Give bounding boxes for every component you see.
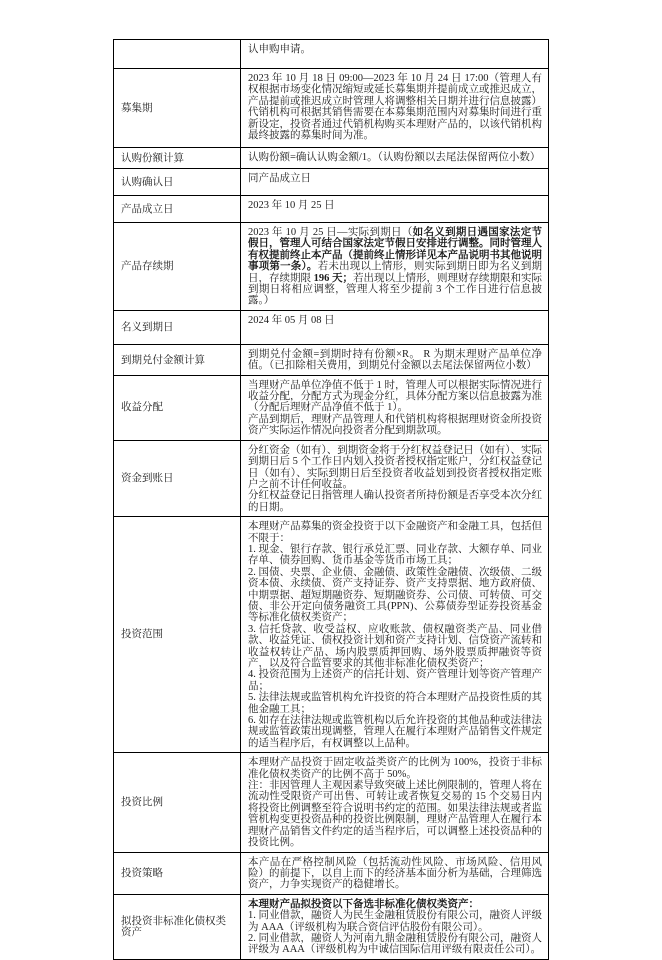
content-paragraph	[248, 757, 542, 780]
content-paragraph	[248, 544, 542, 567]
table-row	[114, 852, 548, 894]
row-label: 产品存续期	[114, 223, 241, 310]
table-row	[114, 516, 548, 752]
content-paragraph	[248, 933, 542, 956]
text-segment: 认购份额=确认认购金额/1。（认购份额以去尾法保留两位小数）	[248, 152, 541, 163]
table-row	[114, 375, 548, 440]
text-segment: 4. 投资范围为上述资产的信托计划、资产管理计划等资产管理产品；	[248, 669, 542, 692]
row-content	[241, 196, 548, 222]
row-label: 认购份额计算	[114, 148, 241, 168]
content-paragraph	[248, 857, 542, 891]
row-content	[241, 895, 548, 959]
content-paragraph	[248, 173, 542, 184]
content-paragraph	[248, 910, 542, 933]
text-segment: 当理财产品单位净值不低于 1 时，管理人可以根据实际情况进行收益分配，分配方式为现金分红，具体分配方案以信息披露为准（分配后理财产品净值不低于 1）。	[248, 379, 542, 414]
content-paragraph	[248, 899, 542, 910]
content-paragraph	[248, 445, 542, 491]
row-label: 名义到期日	[114, 311, 241, 344]
text-segment: 注：非因管理人主观因素导致突破上述比例限制的，管理人将在流动性受限资产可出售、可转让或者恢复交易的 15 个交易日内将投资比例调整至符合说明书约定的范围。如果法律法规或者监管机构变更投资品种的投资比例限制，理财产品管理人在履行本理财产品销售文件约定的适当程序后，可以调整上述投资品种的投资比例。	[248, 780, 542, 849]
row-content	[241, 148, 548, 168]
content-paragraph	[248, 73, 542, 141]
content-paragraph	[248, 380, 542, 414]
content-paragraph	[248, 44, 542, 55]
row-content	[241, 311, 548, 344]
text-segment: 本理财产品投资于固定收益类资产的比例为 100%，投资于非标准化债权类资产的比例不高于 50%。	[248, 757, 542, 780]
content-paragraph	[248, 490, 542, 513]
content-paragraph	[248, 624, 542, 670]
content-paragraph	[248, 414, 542, 437]
row-label: 到期兑付金额计算	[114, 345, 241, 375]
bold-text-segment: 本理财产品拟投资以下备选非标准化债权类资产：	[248, 898, 479, 910]
row-content	[241, 69, 548, 147]
content-paragraph	[248, 200, 542, 211]
text-segment: 3. 信托贷款、收受益权、应收账款、债权融资类产品、同业借款、收益凭证、债权投资计划和资产支持计划、信贷资产流转和收益权转让产品、场内股票质押回购、场外股票质押融资等资产，以及符合监管要求的其他非标准化债权类资产；	[248, 623, 542, 669]
text-segment: 本产品在严格控制风险（包括流动性风险、市场风险、信用风险）的前提下，以自上而下的经济基本面分析为基础，合理筛选资产，力争实现资产的稳健增长。	[248, 856, 542, 891]
text-segment: 2023 年 10 月 25 日—实际到期日（	[248, 227, 413, 238]
content-paragraph	[248, 692, 542, 715]
content-paragraph	[248, 780, 542, 848]
table-row	[114, 168, 548, 195]
text-segment: 2023 年 10 月 25 日	[248, 200, 335, 211]
row-label	[114, 40, 241, 68]
text-segment: 2023 年 10 月 18 日 09:00—2023 年 10 月 24 日 17:00（管理人有权根据市场变化情况缩短或延长募集期并提前成立或推迟成立，产品提前或推迟成立时管理人将调整相关日期并进行信息披露）代销机构可根据其销售需要在本募集期范围内对募集时间进行重新设定，投资者通过代销机构购买本理财产品的，以该代销机构最终披露的募集时间为准。	[248, 73, 542, 142]
row-content	[241, 753, 548, 851]
content-paragraph	[248, 567, 542, 624]
row-content	[241, 345, 548, 375]
row-label: 拟投资非标准化债权类资产	[114, 895, 241, 959]
table-row	[114, 147, 548, 168]
text-segment: 若未出现以上情形，则实际到期日即为名义到期日，存续期限	[248, 261, 543, 284]
row-label: 资金到账日	[114, 441, 241, 516]
table-row	[114, 310, 548, 344]
text-segment: 认申购申请。	[248, 44, 311, 55]
text-segment: 5. 法律法规或监管机构允许投资的符合本理财产品投资性质的其他金融工具；	[248, 692, 542, 715]
row-content	[241, 517, 548, 752]
content-paragraph	[248, 669, 542, 692]
row-content	[241, 441, 548, 516]
text-segment: 分红权益登记日指管理人确认投资者所持份额是否享受本次分红的日期。	[248, 490, 542, 513]
text-segment: 本理财产品募集的资金投资于以下金融资产和金融工具，包括但不限于：	[248, 521, 542, 544]
row-label: 产品成立日	[114, 196, 241, 222]
bold-text-segment: 196 天；	[313, 272, 353, 284]
text-segment: 1. 同业借款，融资人为民生金融租赁股份有限公司，融资人评级为 AAA（评级机构为联合资信评估股份有限公司）。	[248, 910, 542, 933]
text-segment: 6. 如存在法律法规或监管机构以后允许投资的其他品种或法律法规或监管政策出现调整，管理人在履行本理财产品销售文件规定的适当程序后，有权调整以上品种。	[248, 715, 542, 749]
table-row	[114, 195, 548, 222]
row-content	[241, 376, 548, 440]
row-content	[241, 223, 548, 310]
row-label: 投资比例	[114, 753, 241, 851]
product-info-table	[113, 39, 549, 960]
text-segment: 2. 同业借款，融资人为河南九鼎金融租赁股份有限公司，融资人评级为 AAA（评级机构为中诚信国际信用评级有限责任公司）。	[248, 932, 542, 956]
table-row	[114, 440, 548, 516]
content-paragraph	[248, 152, 542, 163]
text-segment: 若出现以上情形，则理财存续期限和实际到期日将相应调整，管理人将至少提前 3 个工作日进行信息披露。）	[248, 272, 542, 307]
row-label: 投资策略	[114, 853, 241, 894]
row-content	[241, 169, 548, 195]
content-paragraph	[248, 715, 542, 749]
text-segment: 同产品成立日	[248, 173, 311, 184]
text-segment: 到期兑付金额=到期时持有份额×R。 R 为期末理财产品单位净值。（已扣除相关费用，到期兑付金额以去尾法保留两位小数）	[248, 348, 542, 372]
table-row	[114, 222, 548, 310]
bold-text-segment: 如名义到期日遇国家法定节假日，管理人可结合国家法定节假日安排进行调整。同时管理人有权提前终止本产品（提前终止情形详见本产品说明书其他说明事项第一条）。	[248, 227, 543, 273]
text-segment: 2. 国债、央票、企业债、金融债、政策性金融债、次级债、二级资本债、永续债、资产支持证券、资产支持票据、地方政府债、中期票据、超短期融资券、短期融资券、公司债、可转债、可交债、非公开定向债务融资工具(PPN)、公募债券型证券投资基金等标准化债权类资产；	[248, 566, 542, 624]
content-paragraph	[248, 521, 542, 544]
text-segment: 产品到期后，理财产品管理人和代销机构将根据理财资金所投资资产实际运作情况向投资者分配到期款项。	[248, 413, 542, 437]
row-label: 认购确认日	[114, 169, 241, 195]
row-label: 募集期	[114, 69, 241, 147]
row-content	[241, 853, 548, 894]
row-label: 收益分配	[114, 376, 241, 440]
table-row	[114, 68, 548, 147]
row-content	[241, 40, 548, 68]
content-paragraph	[248, 349, 542, 372]
text-segment: 1. 现金、银行存款、银行承兑汇票、同业存款、大额存单、同业存单、债券回购、货币基金等货币市场工具；	[248, 543, 542, 567]
text-segment: 分红资金（如有）、到期资金将于分红权益登记日（如有）、实际到期日后 5 个工作日内划入投资者授权指定账户，分红权益登记日（如有）、实际到期日后至投资者收益划到投资者授权指定账户之前不计任何收益。	[248, 444, 542, 490]
row-label: 投资范围	[114, 517, 241, 752]
content-paragraph	[248, 315, 542, 326]
text-segment: 2024 年 05 月 08 日	[248, 314, 335, 326]
table-row	[114, 752, 548, 851]
content-paragraph	[248, 227, 542, 307]
table-row	[114, 894, 548, 959]
table-row	[114, 40, 548, 68]
table-row	[114, 344, 548, 375]
